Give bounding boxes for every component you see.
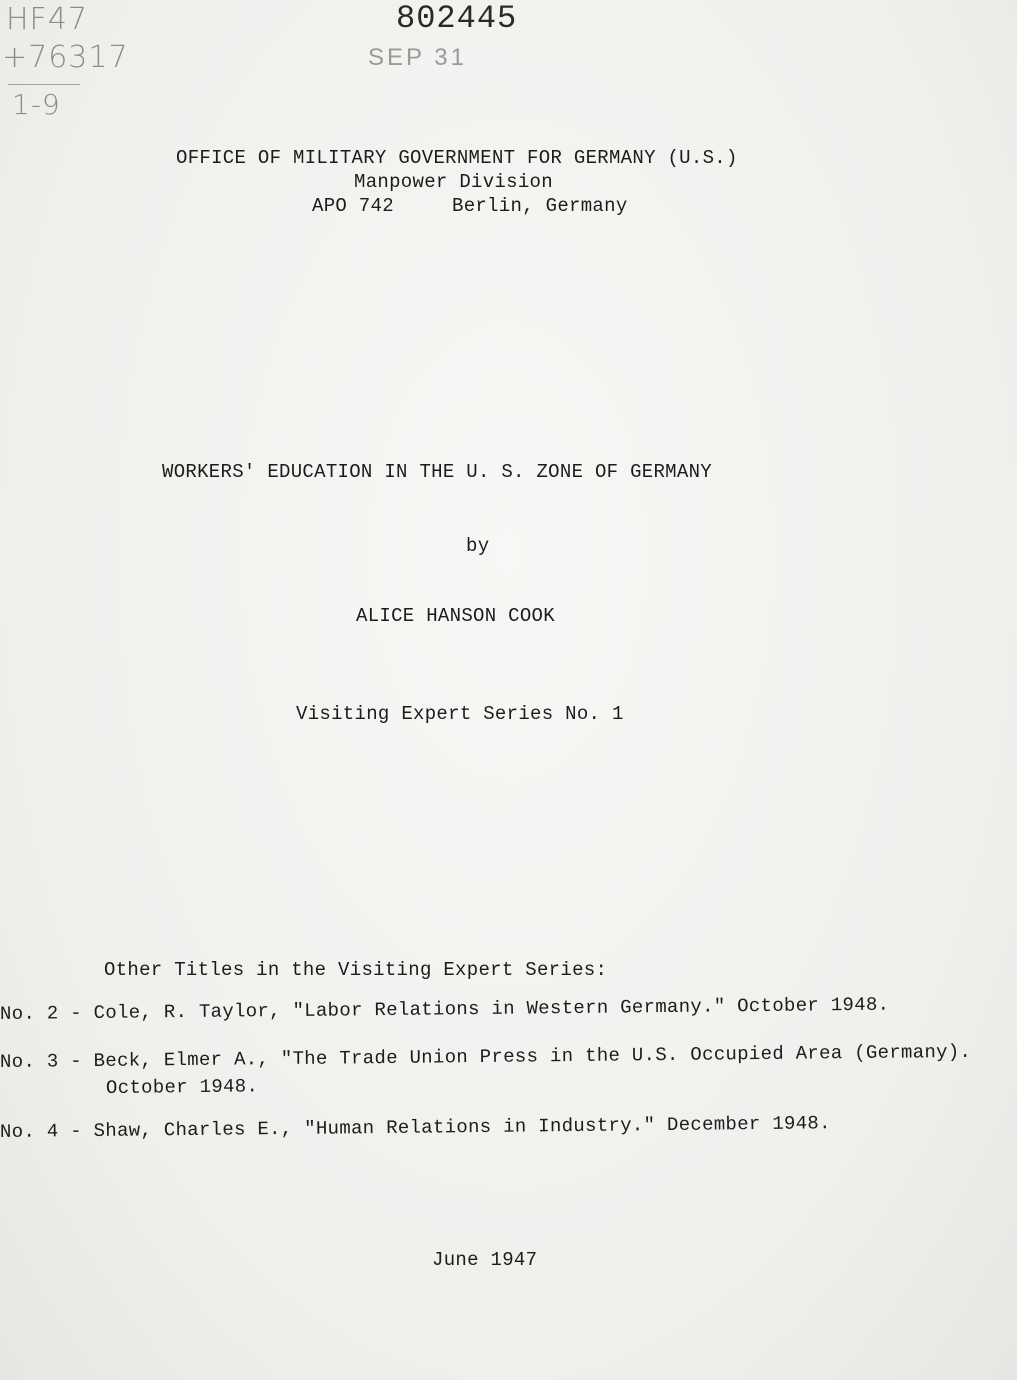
pencil-mark-line2: +76317	[2, 40, 129, 75]
date-stamp: SEP 31	[368, 44, 467, 71]
division-heading: Manpower Division	[354, 171, 553, 193]
other-title-item-2: No. 2 - Cole, R. Taylor, "Labor Relations in Western Germany." October 1948.	[0, 993, 890, 1025]
other-title-item-3-cont: October 1948.	[105, 1075, 259, 1099]
city-location: Berlin, Germany	[452, 195, 628, 217]
pencil-mark-line1: HF47	[6, 2, 88, 37]
author-name: ALICE HANSON COOK	[356, 605, 555, 627]
pencil-mark-line3: 1-9	[12, 88, 61, 121]
other-title-item-3: No. 3 - Beck, Elmer A., "The Trade Union Press in the U.S. Occupied Area (Germany).	[0, 1040, 972, 1073]
other-titles-heading: Other Titles in the Visiting Expert Series:	[104, 959, 608, 981]
pencil-divider	[8, 84, 80, 85]
by-line: by	[466, 535, 490, 557]
document-title: WORKERS' EDUCATION IN THE U. S. ZONE OF GERMANY	[162, 461, 712, 483]
series-label: Visiting Expert Series No. 1	[296, 703, 624, 725]
apo-number: APO 742	[312, 195, 394, 217]
other-title-item-4: No. 4 - Shaw, Charles E., "Human Relations in Industry." December 1948.	[0, 1112, 831, 1143]
accession-number-stamp: 802445	[396, 0, 518, 37]
office-heading: OFFICE OF MILITARY GOVERNMENT FOR GERMANY (U.S.)	[176, 147, 738, 169]
publication-date: June 1947	[432, 1249, 538, 1271]
